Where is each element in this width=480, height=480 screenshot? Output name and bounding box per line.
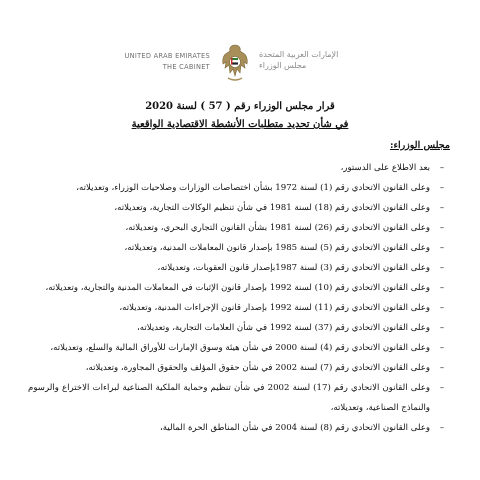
list-item-text: وعلى القانون الاتحادي رقم (5) لسنة 1985 بإصدار قانون المعاملات المدنية، وتعديلاته، <box>124 243 430 253</box>
list-item <box>28 298 448 318</box>
header-arabic-line1: الإمارات العربية المتحدة <box>259 50 339 59</box>
bullet: – <box>439 363 445 373</box>
bullet: – <box>439 163 445 173</box>
list-item-text: وعلى القانون الاتحادي رقم (37) لسنة 1992 في شأن العلامات التجارية، وتعديلاته، <box>136 323 430 333</box>
bullet: – <box>439 323 445 333</box>
bullet: – <box>439 263 445 273</box>
list-item <box>28 318 448 338</box>
header-arabic <box>259 49 359 71</box>
list-item-text: وعلى القانون الاتحادي رقم (17) لسنة 2002 في شأن تنظيم وحماية الملكية الصناعية لبراءات الاختراع والرسوم والنماذج الصناعية، وتعديلاته، <box>28 383 430 413</box>
list-item <box>28 198 448 218</box>
list-item <box>28 178 448 198</box>
bullet: – <box>439 343 445 353</box>
bullet: – <box>439 383 445 393</box>
list-item-text: وعلى القانون الاتحادي رقم (1) لسنة 1972 بشأن اختصاصات الوزارات وصلاحيات الوزراء، وتعديلاته، <box>76 183 430 193</box>
list-item <box>28 358 448 378</box>
list-item <box>28 418 448 438</box>
decree-subtitle: في شأن تحديد متطلبات الأنشطة الاقتصادية الواقعية <box>131 119 349 130</box>
list-item-text: وعلى القانون الاتحادي رقم (10) لسنة 1992 بإصدار قانون الإثبات في المعاملات المدنية والتجارية، وتعديلاته، <box>45 283 430 293</box>
bullet: – <box>439 303 445 313</box>
bullet: – <box>439 283 445 293</box>
list-item-text: وعلى القانون الاتحادي رقم (7) لسنة 2002 في شأن حقوق المؤلف والحقوق المجاورة، وتعديلاته، <box>85 363 430 373</box>
header-english <box>124 51 210 73</box>
header-english-line1: UNITED ARAB EMIRATES <box>124 52 210 60</box>
list-item <box>28 158 448 178</box>
list-item-text: وعلى القانون الاتحادي رقم (8) لسنة 2004 في شأن المناطق الحرة المالية، <box>160 423 430 433</box>
list-item <box>28 238 448 258</box>
list-item-text: وعلى القانون الاتحادي رقم (3) لسنة 1987بإصدار قانون العقوبات، وتعديلاته، <box>157 263 430 273</box>
list-item-text: وعلى القانون الاتحادي رقم (18) لسنة 1981 في شأن تنظيم الوكالات التجارية، وتعديلاته، <box>114 203 430 213</box>
list-item-text: وعلى القانون الاتحادي رقم (26) لسنة 1981 بشأن القانون التجاري البحري، وتعديلاته، <box>125 223 430 233</box>
list-item-text: بعد الاطلاع على الدستور، <box>340 163 430 173</box>
decree-title: قرار مجلس الوزراء رقم ( 57 ) لسنة 2020 <box>145 101 335 112</box>
header-arabic-line2: مجلس الوزراء <box>259 61 307 70</box>
list-item <box>28 258 448 278</box>
list-item <box>28 278 448 298</box>
header-english-line2: THE CABINET <box>162 63 210 71</box>
list-item <box>28 378 448 418</box>
uae-emblem-icon <box>219 42 251 86</box>
bullet: – <box>439 223 445 233</box>
council-label: مجلس الوزراء: <box>389 140 450 151</box>
list-item-text: وعلى القانون الاتحادي رقم (11) لسنة 1992 بإصدار قانون الإجراءات المدنية، وتعديلاته، <box>119 303 430 313</box>
list-item <box>28 218 448 238</box>
list-item <box>28 338 448 358</box>
bullet: – <box>439 423 445 433</box>
bullet: – <box>439 183 445 193</box>
list-item-text: وعلى القانون الاتحادي رقم (4) لسنة 2000 في شأن هيئة وسوق الإمارات للأوراق المالية والسلع، وتعديلاته، <box>50 343 430 353</box>
recitals-list <box>28 158 448 438</box>
bullet: – <box>439 243 445 253</box>
bullet: – <box>439 203 445 213</box>
